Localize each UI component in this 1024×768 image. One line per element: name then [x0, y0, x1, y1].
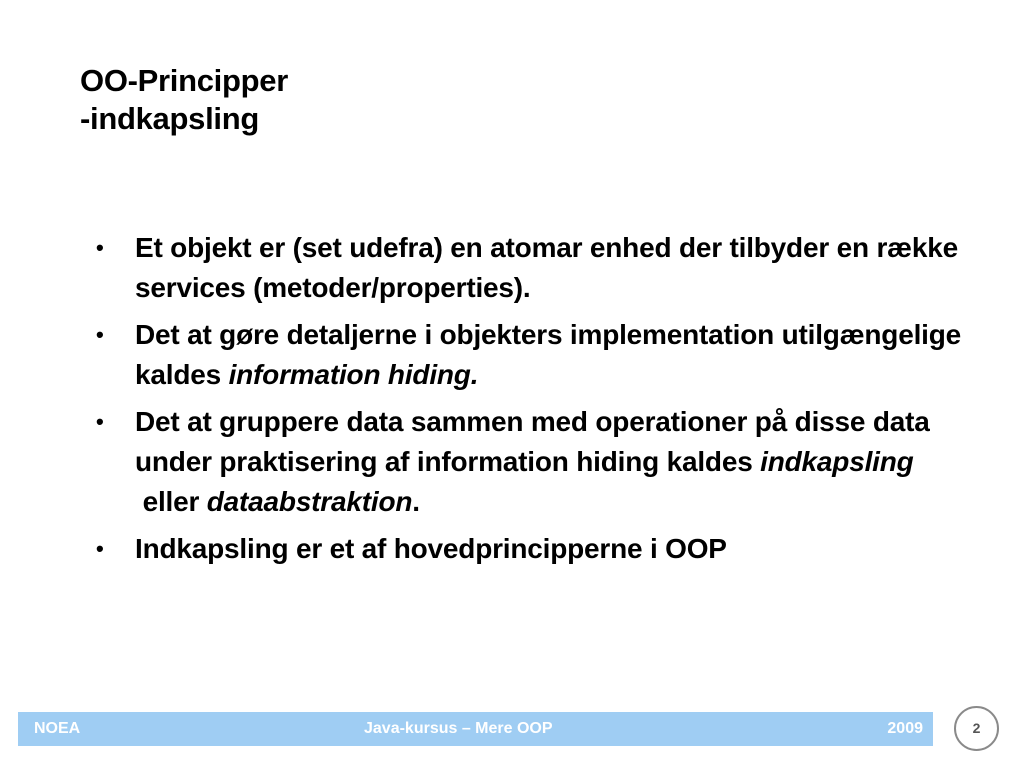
bullet-icon: •	[96, 409, 104, 434]
bullet-item-4	[96, 529, 976, 569]
bullet-icon: •	[96, 536, 104, 561]
footer-org: NOEA	[34, 720, 81, 737]
bullet-icon: •	[96, 235, 104, 260]
bullet-text: Indkapsling er et af hovedprincipperne i OOP	[135, 533, 727, 564]
bullet-item-1	[96, 228, 976, 308]
bullet-text: Det at gøre detaljerne i objekters implementation utilgængelige kaldes	[135, 319, 962, 390]
bullet-italic-term: indkapsling	[760, 446, 914, 477]
footer-bar	[18, 712, 933, 746]
title-line-1: OO-Principper	[80, 63, 288, 98]
bullet-text-middle: eller	[135, 486, 207, 517]
footer-course: Java-kursus – Mere OOP	[364, 720, 553, 737]
bullet-item-2	[96, 315, 976, 395]
bullet-text-end: .	[412, 486, 420, 517]
bullet-item-3	[96, 402, 976, 522]
bullet-list	[96, 228, 976, 576]
bullet-icon: •	[96, 322, 104, 347]
bullet-italic-term: dataabstraktion	[206, 486, 413, 517]
title-line-2: -indkapsling	[80, 101, 259, 136]
slide-title	[80, 62, 288, 138]
bullet-text: Et objekt er (set udefra) en atomar enhed der tilbyder en række services (metoder/properties).	[135, 232, 958, 303]
page-number: 2	[954, 706, 999, 751]
bullet-text: Det at gruppere data sammen med operationer på disse data under praktisering af information hiding kaldes	[135, 406, 930, 477]
footer-year: 2009	[887, 720, 923, 737]
bullet-italic-term: information hiding.	[228, 359, 479, 390]
